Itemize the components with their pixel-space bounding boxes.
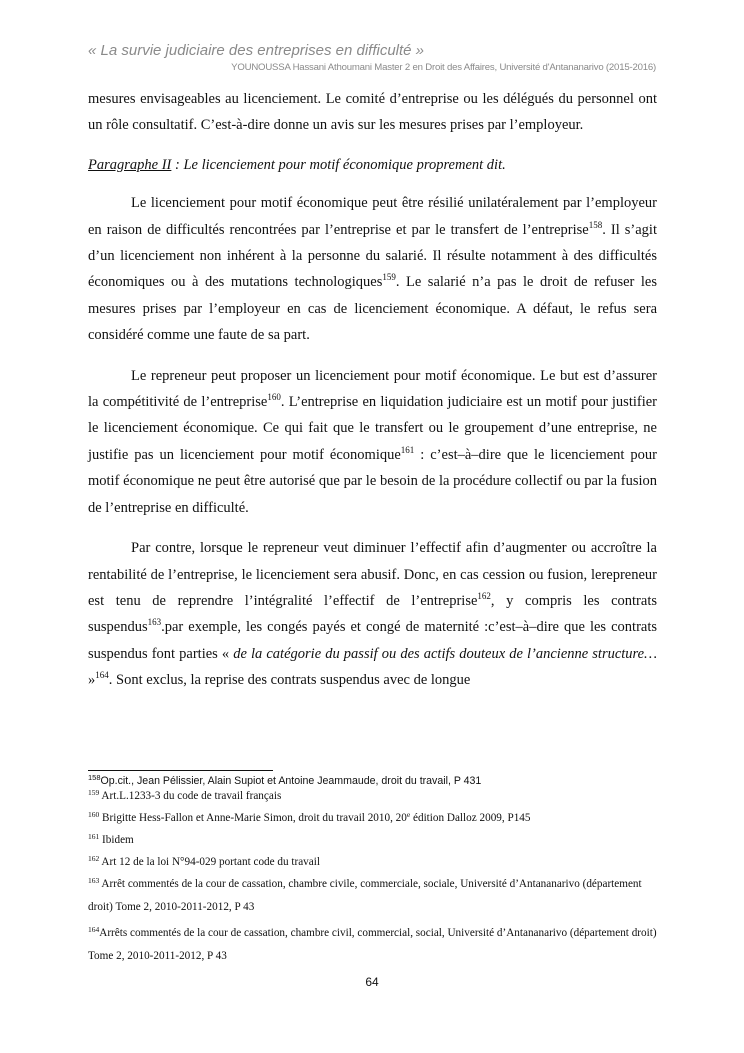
edition-superscript: e bbox=[406, 810, 411, 819]
paragraph-text: Par contre, lorsque le repreneur veut diminuer l’effectif afin d’augmenter ou accroître la rentabilité de l’entreprise, le licenciement sera abusif. Donc, en cas cession ou fusion, lerepreneur est tenu de reprendre l’intégralité l’effectif de l’entreprise bbox=[88, 540, 657, 609]
footnote-text: édition Dalloz 2009, P145 bbox=[410, 812, 531, 824]
paragraph-text: . Il s’agit d’un licenciement non inhérent à la personne du salarié. Il résulte notamment à des difficultés économiques ou à des mutations technologiques bbox=[88, 221, 657, 291]
footnote-text: Ibidem bbox=[99, 834, 134, 846]
quoted-text: de la catégorie du passif ou des actifs douteux de l’ancienne structure… bbox=[233, 645, 657, 662]
footnote-number: 158 bbox=[88, 773, 101, 782]
footnote-number: 160 bbox=[88, 810, 100, 819]
footnote-ref[interactable]: 160 bbox=[267, 392, 281, 403]
paragraph-3 bbox=[88, 535, 657, 693]
footnote-number: 162 bbox=[88, 854, 100, 863]
footnote-162 bbox=[88, 855, 658, 870]
footnote-text: Art.L.1233-3 du code de travail français bbox=[99, 790, 282, 802]
footnote-ref[interactable]: 164 bbox=[95, 670, 109, 681]
paragraph-text: » bbox=[88, 672, 96, 689]
section-heading bbox=[88, 152, 657, 178]
footnote-text: Arrêt commentés de la cour de cassation, chambre civile, commerciale, sociale, Université d’Antananarivo (département droit) Tome 2, 2010-2011-2012, P 43 bbox=[88, 878, 642, 913]
footnote-text: Arrêts commentés de la cour de cassation, chambre civil, commercial, social, Université d’Antananarivo (département droit) Tome 2, 2010-2011-2012, P 43 bbox=[88, 927, 657, 962]
paragraph-text: : c’est–à–dire que le licenciement pour motif économique ne peut être autorisé que par le besoin de la procédure collectif ou par la fusion de l’entreprise en difficulté. bbox=[88, 446, 657, 516]
footnote-text: Brigitte Hess-Fallon et Anne-Marie Simon, droit du travail 2010, 20 bbox=[99, 812, 407, 824]
footnote-text: Art 12 de la loi N°94-029 portant code du travail bbox=[99, 856, 320, 868]
footnote-158 bbox=[88, 774, 658, 789]
footnote-ref[interactable]: 162 bbox=[477, 590, 491, 601]
footnote-ref[interactable]: 158 bbox=[588, 219, 603, 230]
paragraph-text: . L’entreprise en liquidation judiciaire est un motif pour justifier le licenciement économique. Ce qui fait que le transfert ou le groupement d’une entreprise, ne justifie pas un licenciement pour motif économique bbox=[88, 394, 657, 463]
footnote-number: 163 bbox=[88, 876, 100, 885]
paragraph-text: . Le salarié n’a pas le droit de refuser les mesures prises par l’employeur en cas de licenciement économique. A défaut, le refus sera considéré comme une faute de sa part. bbox=[88, 274, 657, 344]
footnote-text: Op.cit., Jean Pélissier, Alain Supiot et Antoine Jeammaude, droit du travail, P 431 bbox=[100, 775, 482, 787]
footnote-number: 161 bbox=[88, 832, 100, 841]
footnote-number: 159 bbox=[88, 788, 100, 797]
paragraph-text: . Sont exclus, la reprise des contrats suspendus avec de longue bbox=[108, 672, 471, 689]
footnote-163 bbox=[88, 873, 658, 919]
paragraph-text: , y compris les contrats suspendus bbox=[88, 592, 657, 636]
running-header-author: YOUNOUSSA Hassani Athoumani Master 2 en Droit des Affaires, Université d'Antananarivo (2015-2016) bbox=[231, 62, 656, 73]
footnote-161 bbox=[88, 833, 658, 848]
footnote-divider bbox=[88, 770, 273, 771]
running-header-title: « La survie judiciaire des entreprises en difficulté » bbox=[88, 42, 425, 59]
paragraph-text: Le repreneur peut proposer un licenciement pour motif économique. Le but est d’assurer la compétitivité de l’entreprise bbox=[88, 367, 657, 411]
section-heading-label: Paragraphe II bbox=[88, 156, 172, 173]
section-heading-title: : Le licenciement pour motif économique proprement dit. bbox=[171, 156, 506, 173]
paragraph-text: .par exemple, les congés payés et congé de maternité :c’est–à–dire que les contrats suspendus font parties « bbox=[88, 619, 657, 662]
footnote-number: 164 bbox=[88, 925, 100, 934]
paragraph-continued: mesures envisageables au licenciement. Le comité d’entreprise ou les délégués du personnel ont un rôle consultatif. C’est-à-dire donne un avis sur les mesures prises par l’employeur. bbox=[88, 91, 657, 134]
footnote-ref[interactable]: 161 bbox=[400, 444, 415, 455]
paragraph-1 bbox=[88, 190, 657, 348]
footnote-164 bbox=[88, 922, 658, 968]
footnote-159 bbox=[88, 789, 658, 804]
footnote-ref[interactable]: 163 bbox=[147, 617, 162, 628]
footnotes bbox=[88, 774, 658, 968]
footnote-ref[interactable]: 159 bbox=[382, 272, 396, 283]
page-number: 64 bbox=[365, 975, 379, 989]
paragraph-2 bbox=[88, 363, 657, 521]
footnote-160 bbox=[88, 811, 658, 826]
paragraph-text: Le licenciement pour motif économique peut être résilié unilatéralement par l’employeur en raison de difficultés rencontrées par l’entreprise et par le transfert de l’entreprise bbox=[88, 195, 657, 238]
body-text bbox=[88, 86, 657, 708]
